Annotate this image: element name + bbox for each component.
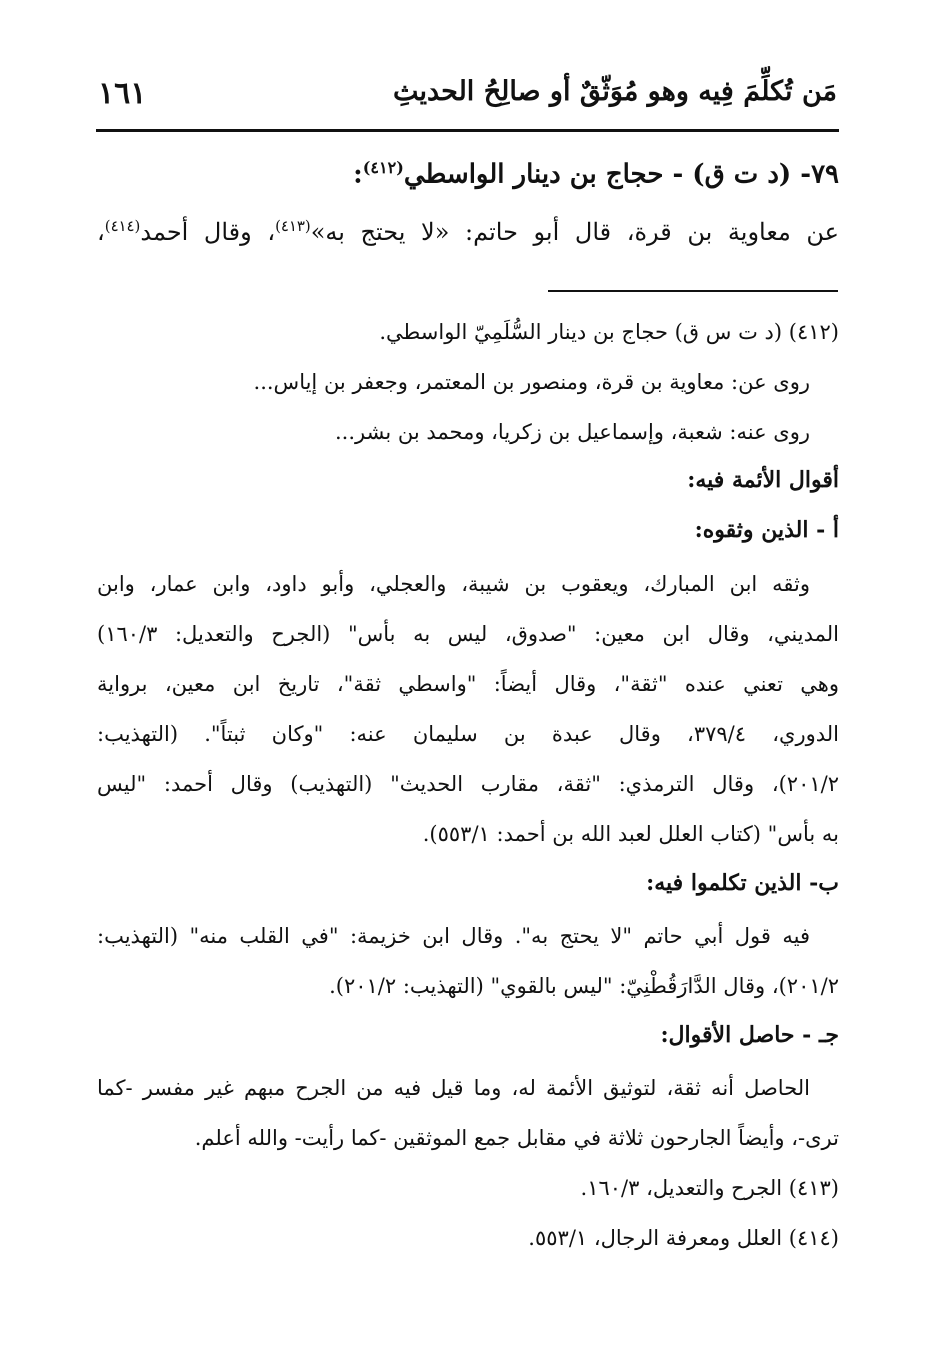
rawa-anhu-line: روى عنه: شعبة، وإسماعيل بن زكريا، ومحمد بن بشر... — [334, 420, 810, 444]
rawa-an-line: روى عن: معاوية بن قرة، ومنصور بن المعتمر، وجعفر بن إياس... — [253, 370, 810, 394]
section-a-line: المديني، وقال ابن معين: "صدوق، ليس به بأس" (الجرح والتعديل: ١٦٠/٣) — [97, 622, 839, 646]
section-c-line: الحاصل أنه ثقة، لتوثيق الأئمة له، وما قيل فيه من الجرح مبهم غير مفسر -كما — [97, 1076, 810, 1100]
footnote-ref-414: (٤١٤) — [104, 217, 141, 235]
section-a-line: به بأس" (كتاب العلل لعبد الله بن أحمد: ٥٥٣/١). — [422, 822, 839, 846]
footnote-412-line: (٤١٢) (د ت س ق) حجاج بن دينار السُّلَمِيّ الواسطي. — [379, 320, 839, 344]
section-a-heading: أ - الذين وثقوه: — [694, 517, 839, 543]
aqwal-heading: أقوال الأئمة فيه: — [687, 467, 839, 493]
section-a-line: وهي تعني عنده "ثقة"، وقال أيضاً: "واسطي ثقة"، تاريخ ابن معين، برواية — [97, 672, 839, 696]
footnote-separator — [548, 290, 838, 292]
main-text-start: عن معاوية بن قرة، قال أبو حاتم: «لا يحتج به» — [310, 218, 840, 246]
section-a-line: الدوري، ٣٧٩/٤، وقال عبدة بن سليمان عنه: "وكان ثبتاً". (التهذيب: — [97, 722, 839, 746]
section-a-line: ٢٠١/٢)، وقال الترمذي: "ثقة، مقارب الحديث" (التهذيب) وقال أحمد: "ليس — [97, 772, 839, 796]
entry-title: ٧٩- (د ت ق) - حجاج بن دينار الواسطي — [403, 159, 839, 190]
entry-heading — [353, 158, 839, 191]
page-number: ١٦١ — [98, 76, 147, 111]
section-c-heading: جـ - حاصل الأقوال: — [660, 1022, 839, 1048]
section-a-line: وثقه ابن المبارك، ويعقوب بن شيبة، والعجلي، وأبو داود، وابن عمار، وابن — [97, 572, 810, 596]
section-b-line: ٢٠١/٢)، وقال الدَّارَقُطْنِيّ: "ليس بالقوي" (التهذيب: ٢٠١/٢). — [329, 974, 839, 998]
entry-colon: : — [353, 159, 363, 190]
section-c-line: ترى-، وأيضاً الجارحون ثلاثة في مقابل جمع الموثقين -كما رأيت- والله أعلم. — [194, 1126, 839, 1150]
main-text-end: ، — [97, 218, 105, 246]
header-rule — [96, 129, 839, 132]
main-text-line — [97, 218, 839, 247]
section-b-heading: ب- الذين تكلموا فيه: — [646, 870, 839, 896]
footnote-ref-413: (٤١٣) — [275, 217, 311, 235]
footnote-ref-412: (٤١٢) — [362, 158, 404, 177]
footnote-414: (٤١٤) العلل ومعرفة الرجال، ٥٥٣/١. — [528, 1226, 839, 1250]
running-header-title: مَن تُكلِّمَ فِيه وهو مُوَثّقٌ أو صالِحُ الحديثِ — [392, 76, 837, 107]
main-text-mid: ، وقال أحمد — [140, 218, 276, 246]
section-b-line: فيه قول أبي حاتم "لا يحتج به". وقال ابن خزيمة: "في القلب منه" (التهذيب: — [97, 924, 810, 948]
footnote-413: (٤١٣) الجرح والتعديل، ١٦٠/٣. — [580, 1176, 839, 1200]
